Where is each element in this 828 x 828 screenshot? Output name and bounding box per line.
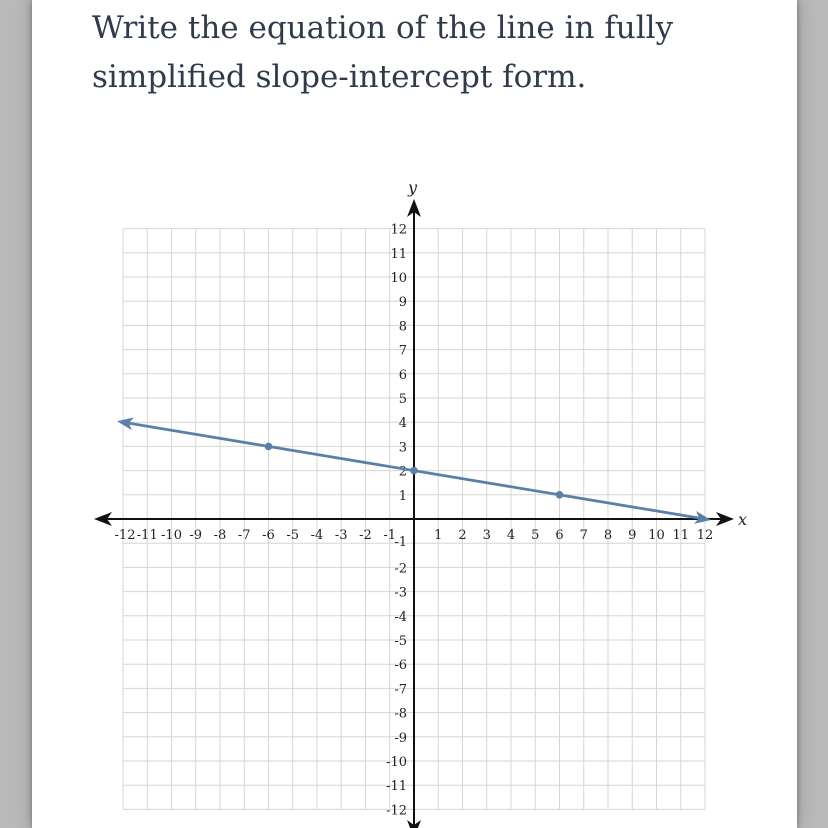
y-tick-label: 8: [398, 319, 407, 335]
y-tick-label: -12: [386, 803, 407, 819]
x-tick-label: -2: [359, 528, 372, 543]
line-point: [410, 467, 418, 475]
x-tick-label: 7: [579, 528, 588, 543]
x-tick-label: -1: [383, 528, 397, 543]
axes: [94, 199, 734, 828]
y-tick-label: 2: [398, 464, 407, 480]
y-tick-label: -8: [394, 706, 407, 722]
tick-labels: [115, 178, 748, 818]
y-tick-label: 6: [398, 367, 407, 383]
x-tick-label: -12: [114, 528, 136, 543]
line-point: [556, 491, 564, 499]
y-tick-label: -5: [394, 634, 407, 649]
x-tick-label: -11: [136, 528, 158, 543]
y-tick-label: 10: [390, 271, 407, 286]
x-tick-label: 6: [555, 528, 564, 543]
x-tick-label: 11: [672, 528, 690, 543]
line-point: [265, 443, 273, 451]
x-tick-label: 1: [434, 528, 443, 543]
y-tick-label: 7: [398, 343, 407, 359]
x-tick-label: -10: [161, 528, 182, 543]
y-tick-label: -1: [394, 535, 407, 551]
x-tick-label: 4: [506, 528, 516, 543]
y-tick-label: 3: [398, 440, 407, 456]
y-tick-label: 5: [398, 392, 407, 407]
x-tick-label: -7: [237, 528, 251, 543]
x-tick-label: 2: [458, 528, 467, 543]
x-tick-label: -8: [213, 528, 227, 543]
y-tick-label: 11: [390, 246, 407, 262]
y-tick-label: 1: [398, 488, 407, 504]
y-tick-label: -3: [394, 585, 407, 601]
x-tick-label: -9: [189, 528, 203, 543]
y-tick-label: -10: [386, 755, 407, 770]
x-tick-label: 12: [696, 528, 714, 543]
y-tick-label: -6: [394, 658, 407, 674]
y-tick-label: 4: [398, 416, 407, 432]
y-tick-label: -7: [394, 682, 407, 698]
y-axis-label: y: [408, 178, 418, 197]
y-tick-label: -2: [394, 561, 407, 577]
y-tick-label: 12: [390, 222, 407, 238]
y-tick-label: 9: [398, 295, 407, 311]
x-tick-label: -5: [286, 528, 300, 543]
x-axis-label: x: [738, 510, 748, 529]
x-tick-label: 8: [603, 528, 613, 543]
x-tick-label: 5: [531, 528, 540, 543]
x-tick-label: -6: [262, 528, 275, 543]
x-tick-label: -4: [310, 528, 324, 543]
y-tick-label: -9: [394, 730, 407, 746]
x-tick-label: 9: [628, 528, 637, 543]
x-tick-label: 3: [482, 528, 491, 543]
y-tick-label: -4: [394, 609, 407, 625]
question-text: Write the equation of the line in fully simplified slope-intercept form.: [92, 10, 674, 95]
x-tick-label: -3: [334, 528, 348, 543]
x-tick-label: 10: [648, 528, 665, 543]
y-tick-label: -11: [386, 779, 407, 795]
